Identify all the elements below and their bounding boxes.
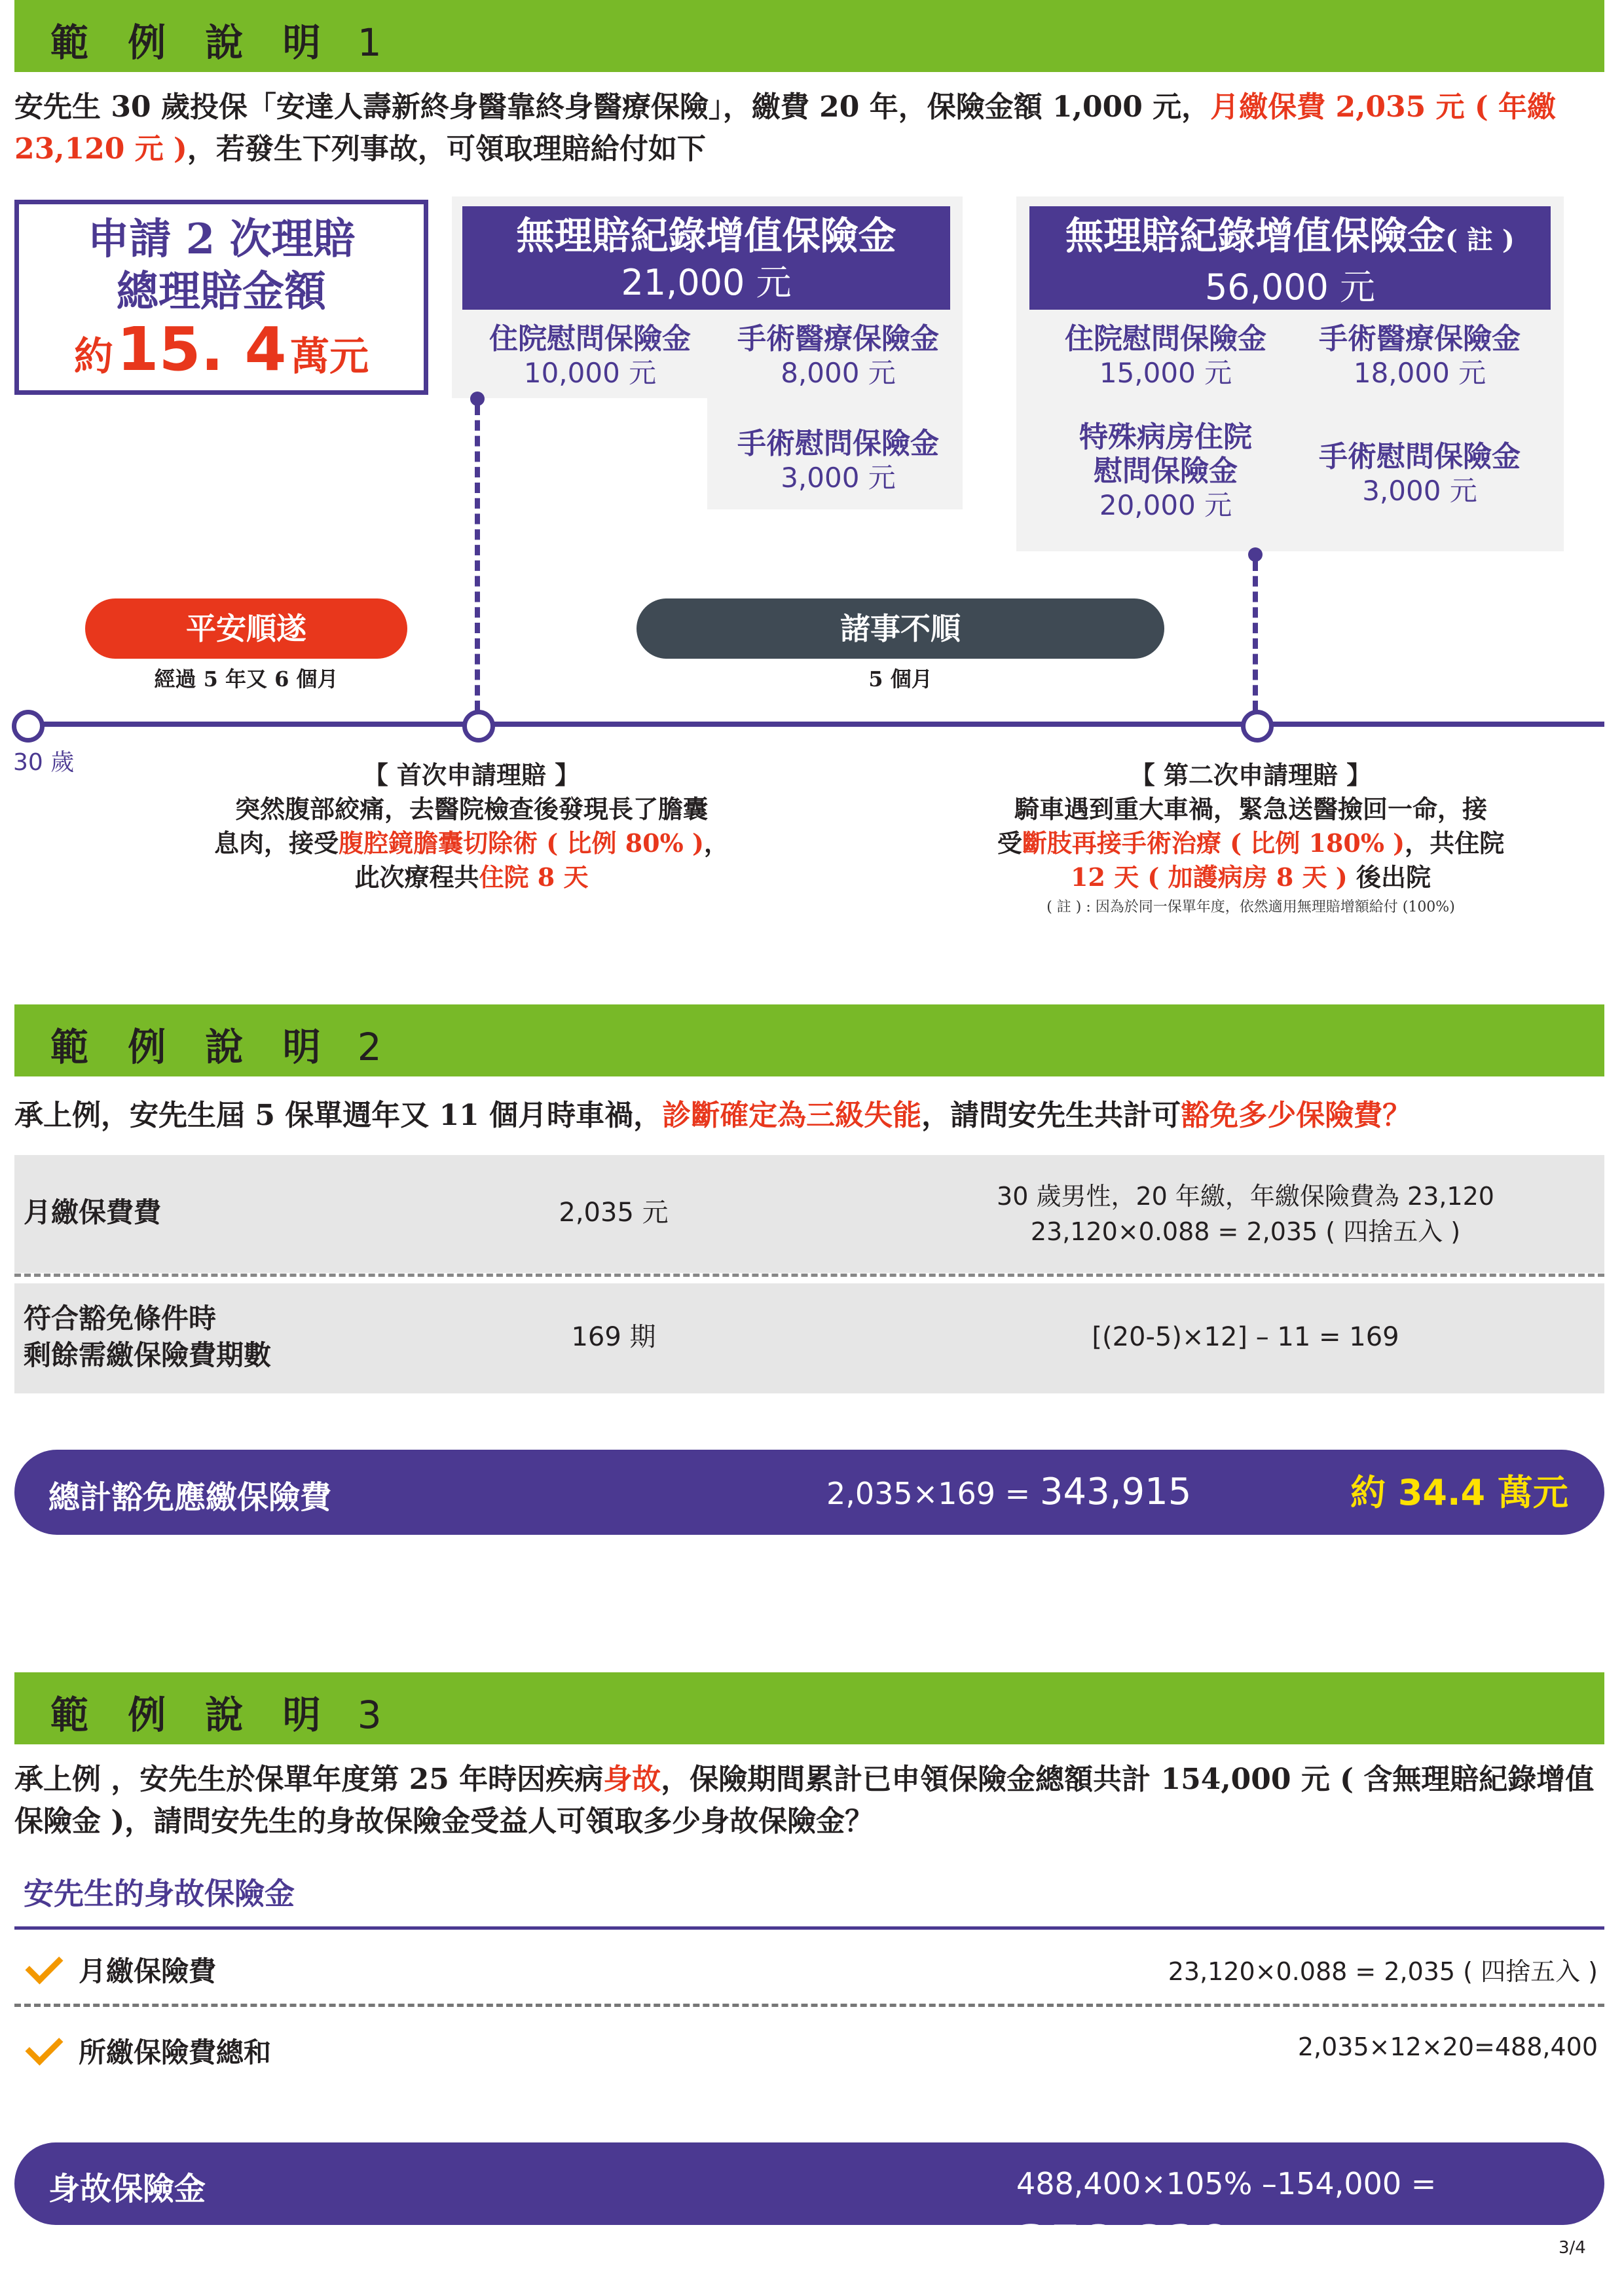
timeline-node-start [12, 710, 45, 743]
s3-subtitle: 安先生的身故保險金 [24, 1876, 295, 1911]
s2-total-formula: 2,035×169 = 343,915 [826, 1471, 1192, 1513]
timeline-node-claim1 [462, 710, 495, 743]
total-claim-amount: 約 15. 4 萬元 [73, 314, 369, 384]
s3-row-divider [14, 2004, 1604, 2007]
claim2-item-hospital: 住院慰問保險金 15,000 元 [1065, 322, 1266, 389]
event1-note: 【 首次申請理賠 】 突然腹部絞痛，去醫院檢查後發現長了膽囊 息肉，接受腹腔鏡膽囊切除術 ( 比例 80% )， 此次療程共住院 8 天 [214, 760, 729, 892]
claim2-item-special-ward: 特殊病房住院 慰問保險金 20,000 元 [1079, 420, 1252, 521]
section-2-question: 承上例，安先生屆 5 保單週年又 11 個月時車禍，診斷確定為三級失能，請問安先生共計可豁免多少保險費？ [14, 1099, 1412, 1132]
s2-row1-value: 2,035 元 [559, 1198, 669, 1228]
connector1-dot [470, 392, 485, 406]
s3-total-formula: 488,400×105% –154,000 = 358,820 [1016, 2166, 1437, 2270]
section-1-title: 範 例 說 明 1 [50, 20, 382, 65]
s3-total-label: 身故保險金 [48, 2171, 206, 2207]
s2-total-bar [14, 1450, 1604, 1535]
s2-row-monthly-premium [14, 1155, 1604, 1273]
connector2-dot [1248, 547, 1263, 562]
event2-note: 【 第二次申請理賠 】 騎車遇到重大車禍，緊急送醫撿回一命，接 受斷肢再接手術治療 ( 比例 180% )，共住院 12 天 ( 加護病房 8 天 ) 後出院 ( 註 ) : 因為於同一保單年度，依然適用無理賠增額給付 (100%) [976, 758, 1526, 921]
check-icon [26, 2028, 64, 2066]
claim2-item-surgery-consolation: 手術慰問保險金 3,000 元 [1319, 440, 1521, 507]
claim2-item-surgery-medical: 手術醫療保險金 18,000 元 [1319, 322, 1521, 389]
s2-row-divider [14, 1274, 1604, 1277]
connector1-line [475, 405, 480, 711]
s3-row2-calc: 2,035×12×20=488,400 [1297, 2032, 1598, 2061]
s2-total-approx: 約 34.4 萬元 [1350, 1471, 1568, 1513]
section-3-title: 範 例 說 明 3 [50, 1693, 382, 1737]
s2-row-remaining-periods [14, 1283, 1604, 1393]
claim1-item-surgery-medical: 手術醫療保險金 8,000 元 [737, 322, 939, 389]
section-1-intro: 安先生 30 歲投保「安達人壽新終身醫靠終身醫療保險」，繳費 20 年，保險金額 1,000 元，月繳保費 2,035 元 ( 年繳 23,120 元 )，若發生下列事故，可領取理賠給付如下 [14, 90, 1557, 166]
timeline-line [26, 722, 1604, 727]
s2-row2-calc: [(20-5)×12] – 11 = 169 [1092, 1322, 1399, 1352]
section-1-header [14, 0, 1604, 72]
timeline-age: 30 歲 [13, 749, 75, 776]
section-3-header [14, 1672, 1604, 1744]
section-3-question: 承上例 ，安先生於保單年度第 25 年時因疾病身故，保險期間累計已申領保險金總額共計 154,000 元 ( 含無理賠紀錄增值保險金 )，請問安先生的身故保險金受益人可領取多少身故保險金？ [14, 1763, 1595, 1838]
pill-peaceful-sub: 經過 5 年又 6 個月 [154, 667, 339, 691]
section-2-title: 範 例 說 明 2 [50, 1025, 382, 1069]
claim2-header: 無理賠紀錄增值保險金( 註 ) 56,000 元 [1029, 206, 1551, 310]
total-claim-line1: 申請 2 次理賠 [87, 215, 356, 264]
s2-row1-calc: 30 歲男性，20 年繳，年繳保險費為 23,120 23,120×0.088 = 2,035 ( 四捨五入 ) [997, 1182, 1494, 1246]
total-claim-box [14, 200, 428, 395]
timeline-node-claim2 [1241, 710, 1274, 743]
s3-row2-label: 所繳保險費總和 [79, 2036, 272, 2068]
s3-row1-label: 月繳保險費 [79, 1955, 217, 1987]
s2-row2-value: 169 期 [571, 1322, 656, 1352]
check-icon [26, 1947, 64, 1985]
page-number: 3/4 [1559, 2238, 1586, 2258]
total-claim-line2: 總理賠金額 [117, 267, 326, 316]
event2-footnote: ( 註 ) : 因為於同一保單年度，依然適用無理賠增額給付 (100%) [1046, 899, 1455, 915]
s2-row2-label: 符合豁免條件時 剩餘需繳保險費期數 [24, 1302, 272, 1371]
pill-peaceful: 平安順遂 [85, 598, 407, 659]
section-2-header [14, 1004, 1604, 1076]
claim1-item-hospital: 住院慰問保險金 10,000 元 [489, 322, 691, 389]
s3-subtitle-rule [14, 1926, 1604, 1930]
s2-row1-label: 月繳保費費 [24, 1196, 162, 1228]
pill-misfortune: 諸事不順 [637, 598, 1164, 659]
claim1-header: 無理賠紀錄增值保險金 21,000 元 [462, 206, 950, 310]
connector2-line [1253, 560, 1258, 711]
s2-total-label: 總計豁免應繳保險費 [48, 1479, 332, 1516]
claim1-item-surgery-consolation: 手術慰問保險金 3,000 元 [737, 427, 939, 494]
pill-misfortune-sub: 5 個月 [868, 667, 932, 691]
s3-row1-calc: 23,120×0.088 = 2,035 ( 四捨五入 ) [1168, 1957, 1598, 1986]
